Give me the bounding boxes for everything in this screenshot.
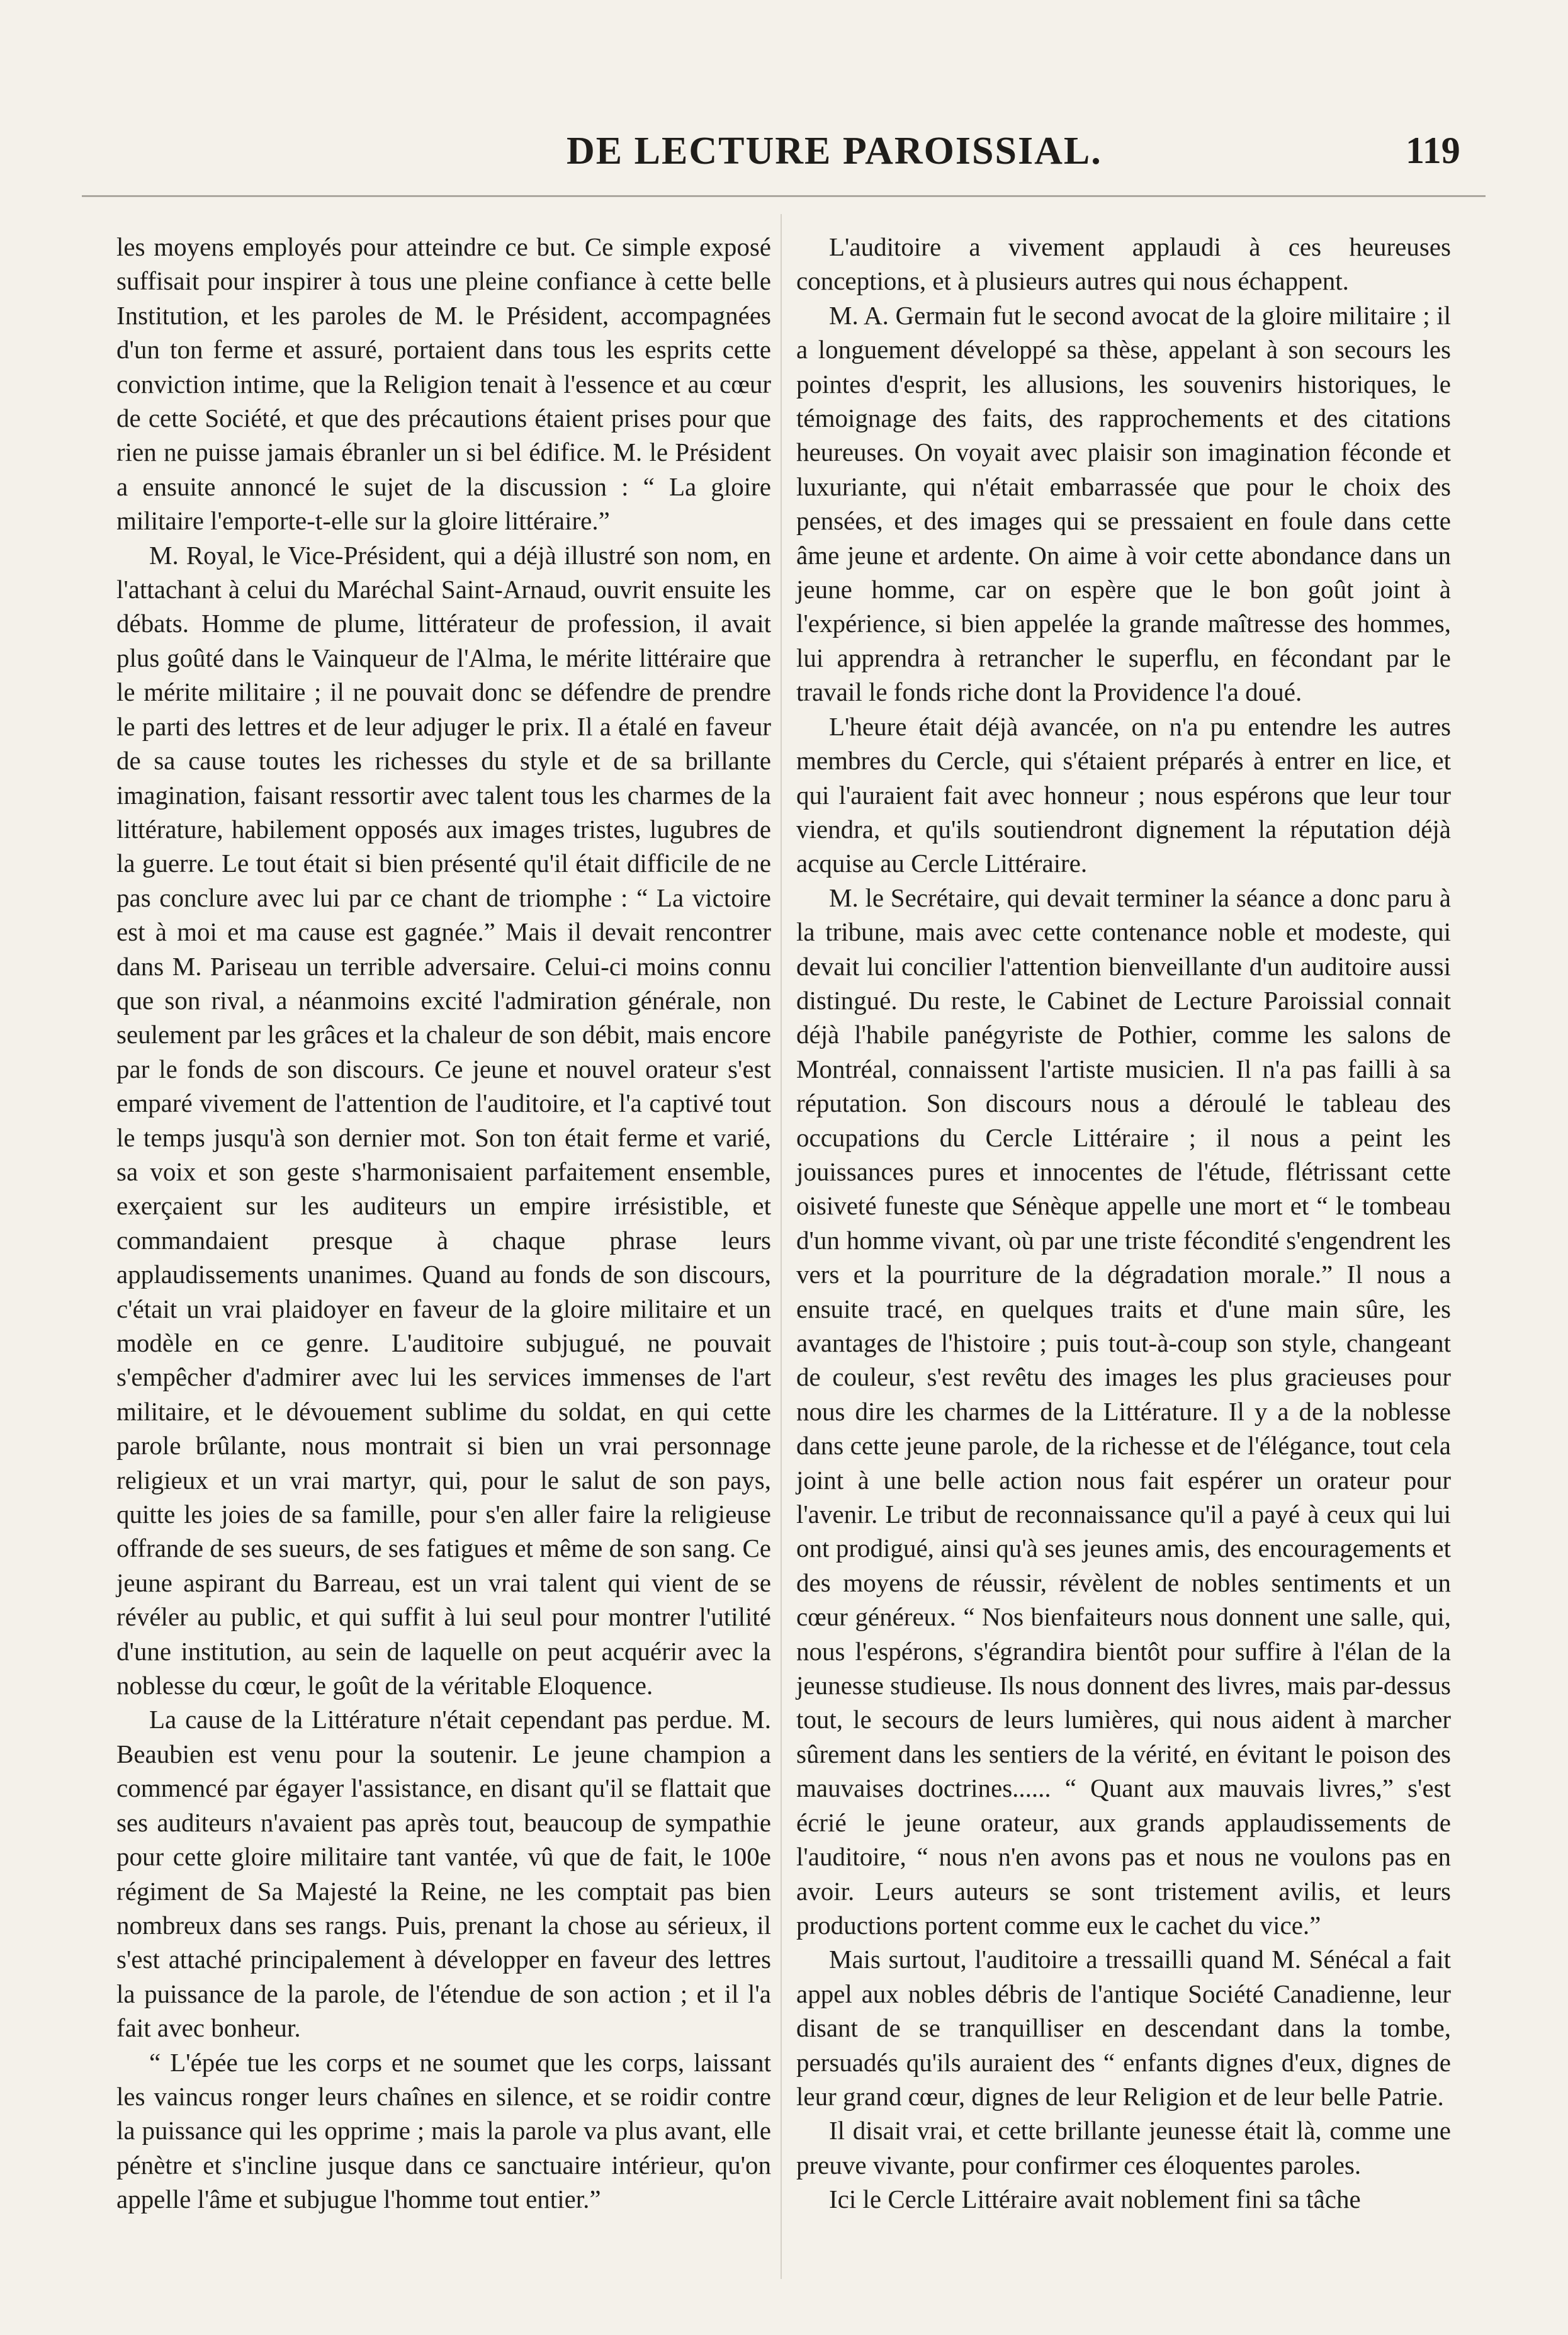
- paragraph: “ L'épée tue les corps et ne soumet que les corps, laissant les vaincus ronger leurs chaînes en silence, et se roidir contre la puissance qui les opprime ; mais la parole va plus avant, elle pénètre et s'incline jusque dans ce sanctuaire intérieur, qu'on appelle l'âme et subjugue l'homme tout entier.”: [116, 2047, 771, 2214]
- paragraph: La cause de la Littérature n'était cependant pas perdue. M. Beaubien est venu pour la soutenir. Le jeune champion a commencé par égayer l'assistance, en disant qu'il se flattait que ses auditeurs n'avaient pas après tout, beaucoup de sympathie pour cette gloire militaire tant vantée, vû que de fait, le 100e régiment de Sa Majesté la Reine, ne les comptait pas bien nombreux dans ses rangs. Puis, prenant la chose au sérieux, il s'est attaché principalement à développer en faveur des lettres la puissance de la parole, de l'étendue de son action ; et il l'a fait avec bonheur.: [116, 1705, 771, 2043]
- paragraph: les moyens employés pour atteindre ce but. Ce simple exposé suffisait pour inspirer à tous une pleine confiance à cette belle Institution, et les paroles de M. le Président, accompagnées d'un ton ferme et assuré, portaient dans tous les esprits cette conviction intime, que la Religion tenait à l'essence et au cœur de cette Société, et que des précautions étaient prises pour que rien ne puisse jamais ébranler un si bel édifice. M. le Président a ensuite annoncé le sujet de la discussion : “ La gloire militaire l'emporte-t-elle sur la gloire littéraire.”: [116, 232, 771, 536]
- page-number: 119: [1406, 130, 1460, 171]
- paragraph: L'heure était déjà avancée, on n'a pu entendre les autres membres du Cercle, qui s'étaient préparés à entrer en lice, et qui l'auraient fait avec honneur ; nous espérons que leur tour viendra, et qu'ils soutiendront dignement la réputation déjà acquise au Cercle Littéraire.: [796, 711, 1451, 878]
- left-column: [116, 230, 771, 2217]
- running-header: [0, 110, 1568, 179]
- paragraph: Il disait vrai, et cette brillante jeunesse était là, comme une preuve vivante, pour confirmer ces éloquentes paroles.: [796, 2116, 1451, 2180]
- header-title: DE LECTURE PAROISSIAL.: [567, 130, 1102, 172]
- paragraph: Mais surtout, l'auditoire a tressailli quand M. Sénécal a fait appel aux nobles débris de l'antique Société Canadienne, leur disant de se tranquilliser en descendant dans la tombe, persuadés qu'ils auraient des “ enfants dignes d'eux, dignes de leur grand cœur, dignes de leur Religion et de leur belle Patrie.: [796, 1945, 1451, 2111]
- paragraph: Ici le Cercle Littéraire avait noblement fini sa tâche: [829, 2185, 1361, 2214]
- paragraph: M. A. Germain fut le second avocat de la gloire militaire ; il a longuement développé sa thèse, appelant à son secours les pointes d'esprit, les allusions, les souvenirs historiques, le témoignage des faits, des rapprochements et des citations heureuses. On voyait avec plaisir son imagination féconde et luxuriante, qui n'était embarrassée que pour le choix des pensées, et des images qui se pressaient en foule dans cette âme jeune et ardente. On aime à voir cette abondance dans un jeune homme, car on espère que le bon goût joint à l'expérience, si bien appelée la grande maîtresse des hommes, lui apprendra à retrancher le superflu, en fécondant par le travail le fonds riche dont la Providence l'a doué.: [796, 300, 1451, 707]
- paragraph: M. le Secrétaire, qui devait terminer la séance a donc paru à la tribune, mais avec cette contenance noble et modeste, qui devait lui concilier l'attention bienveillante d'un auditoire aussi distingué. Du reste, le Cabinet de Lecture Paroissial connait déjà l'habile panégyriste de Pothier, comme les salons de Montréal, connaissent l'artiste musicien. Il n'a pas failli à sa réputation. Son discours nous a déroulé le tableau des occupations du Cercle Littéraire ; il nous a peint les jouissances pures et innocentes de l'étude, flétrissant cette oisiveté funeste que Sénèque appelle une mort et “ le tombeau d'un homme vivant, où par une triste fécondité s'engendrent les vers et la pourriture de la dégradation morale.” Il nous a ensuite tracé, en quelques traits et d'une main sûre, les avantages de l'histoire ; puis tout-à-coup son style, changeant de couleur, s'est revêtu des images les plus gracieuses pour nous dire les charmes de la Littérature. Il y a de la noblesse dans cette jeune parole, de la richesse et de l'élégance, tout cela joint à une belle action nous fait espérer un orateur pour l'avenir. Le tribut de reconnaissance qu'il a payé à ceux qui lui ont prodigué, ainsi qu'à ses jeunes amis, des encouragements et des moyens de réussir, révèlent de nobles sentiments et un cœur généreux. “ Nos bienfaiteurs nous donnent une salle, qui, nous l'espérons, s'égrandira bientôt pour suffire à l'élan de la jeunesse studieuse. Ils nous donnent des livres, mais par-dessus tout, le secours de leurs lumières, qui nous aident à marcher sûrement dans les sentiers de la vérité, en évitant le poison des mauvaises doctrines...... “ Quant aux mauvais livres,” s'est écrié le jeune orateur, aux grands applaudissements de l'auditoire, “ nous n'en avons pas et nous ne voulons pas en avoir. Leurs auteurs se sont tristement avilis, et leurs productions portent comme eux le cachet du vice.”: [796, 883, 1451, 1940]
- header-rule: [82, 195, 1486, 197]
- paragraph: M. Royal, le Vice-Président, qui a déjà illustré son nom, en l'attachant à celui du Maréchal Saint-Arnaud, ouvrit ensuite les débats. Homme de plume, littérateur de profession, il avait plus goûté dans le Vainqueur de l'Alma, le mérite littéraire que le mérite militaire ; il ne pouvait donc se défendre de prendre le parti des lettres et de leur adjuger le prix. Il a étalé en faveur de sa cause toutes les richesses du style et de sa brillante imagination, faisant ressortir avec talent tous les charmes de la littérature, habilement opposés aux images tristes, lugubres de la guerre. Le tout était si bien présenté qu'il était difficile de ne pas conclure avec lui par ce chant de triomphe : “ La victoire est à moi et ma cause est gagnée.” Mais il devait rencontrer dans M. Pariseau un terrible adversaire. Celui-ci moins connu que son rival, a néanmoins excité l'admiration générale, non seulement par les grâces et la chaleur de son débit, mais encore par le fonds de son discours. Ce jeune et nouvel orateur s'est emparé vivement de l'attention de l'auditoire, et l'a captivé tout le temps jusqu'à son dernier mot. Son ton était ferme et varié, sa voix et son geste s'harmonisaient parfaitement ensemble, exerçaient sur les auditeurs un empire irrésistible, et commandaient presque à chaque phrase leurs applaudissements unanimes. Quand au fonds de son discours, c'était un vrai plaidoyer en faveur de la gloire militaire et un modèle en ce genre. L'auditoire subjugué, ne pouvait s'empêcher d'admirer avec lui les services immenses de l'art militaire, et le dévouement sublime du soldat, en qui cette parole brûlante, nous montrait si bien un vrai personnage religieux et un vrai martyr, qui, pour le salut de son pays, quitte les joies de sa famille, pour s'en aller faire la religieuse offrande de ses sueurs, de ses fatigues et même de son sang. Ce jeune aspirant du Barreau, est un vrai talent qui vient de se révéler au public, et qui suffit à lui seul pour montrer l'utilité d'une institution, au sein de laquelle on peut acquérir avec la noblesse du cœur, le goût de la véritable Eloquence.: [116, 540, 771, 1700]
- paragraph: L'auditoire a vivement applaudi à ces heureuses conceptions, et à plusieurs autres qui nous échappent.: [796, 232, 1451, 296]
- column-divider: [781, 214, 782, 2279]
- right-column: [796, 230, 1451, 2217]
